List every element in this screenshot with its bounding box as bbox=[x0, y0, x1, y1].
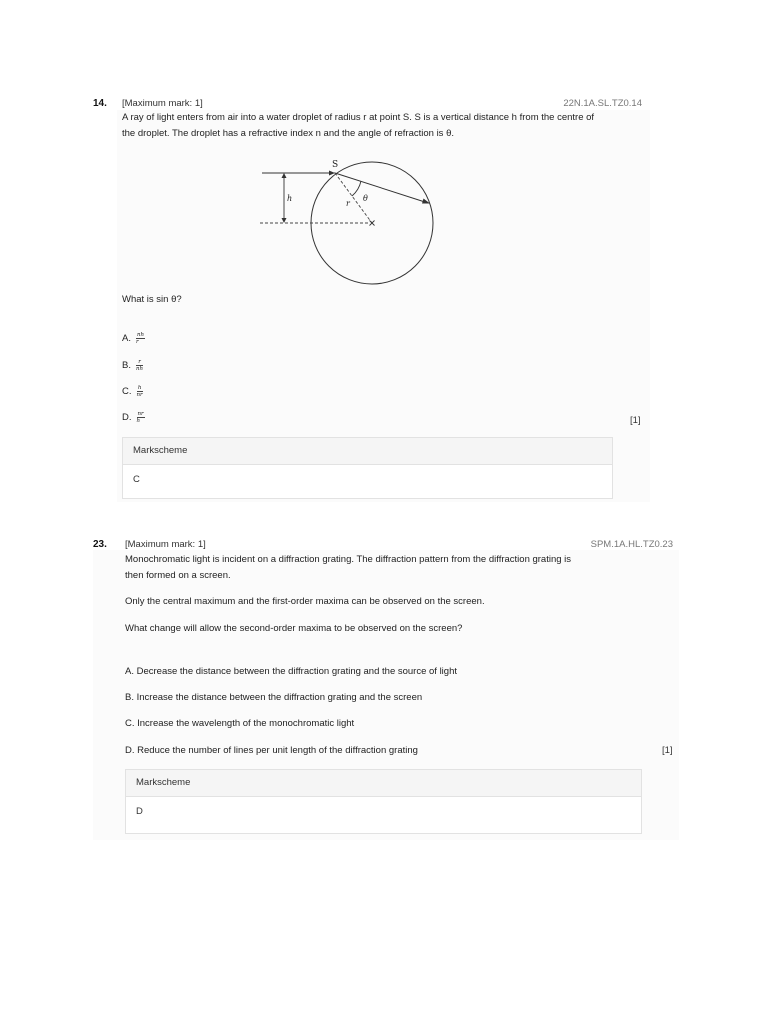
question-text-3: Only the central maximum and the first-order maxima can be observed on the screen. bbox=[125, 596, 485, 607]
question-text-line-1: Monochromatic light is incident on a diffraction grating. The diffraction pattern from the diffraction grating is bbox=[125, 554, 572, 565]
option-fraction: $\frac{nr}{h}$ bbox=[136, 411, 144, 424]
question-text-line-2: the droplet. The droplet has a refractive index n and the angle of refraction is θ. bbox=[122, 128, 454, 139]
option-a[interactable] bbox=[122, 332, 145, 345]
markscheme-box[interactable] bbox=[125, 769, 642, 834]
option-b[interactable]: B. Increase the distance between the diffraction grating and the screen bbox=[125, 692, 423, 703]
label-theta: θ bbox=[363, 194, 368, 203]
label-s: S bbox=[332, 160, 339, 170]
option-c[interactable] bbox=[122, 385, 143, 398]
max-mark: [Maximum mark: 1] bbox=[125, 539, 206, 550]
option-letter: B. bbox=[122, 360, 131, 372]
markscheme-box[interactable] bbox=[122, 437, 613, 499]
question-text-line-2: then formed on a screen. bbox=[125, 570, 231, 581]
label-h: h bbox=[287, 194, 293, 203]
h-arrow-up-icon bbox=[282, 173, 287, 178]
option-fraction: $\frac{nh}{r}$ bbox=[135, 332, 145, 345]
question-marks: [1] bbox=[662, 745, 673, 756]
droplet-diagram bbox=[255, 155, 455, 290]
option-d[interactable] bbox=[122, 411, 145, 424]
option-d[interactable]: D. Reduce the number of lines per unit length of the diffraction grating bbox=[125, 745, 418, 756]
option-letter: A. bbox=[122, 333, 131, 345]
max-mark: [Maximum mark: 1] bbox=[122, 98, 203, 109]
theta-arc bbox=[352, 181, 361, 196]
question-code: SPM.1A.HL.TZ0.23 bbox=[590, 539, 673, 550]
option-fraction: $\frac{r}{nh}$ bbox=[135, 359, 144, 372]
question-number: 14. bbox=[93, 98, 107, 109]
question-number: 23. bbox=[93, 539, 107, 550]
markscheme-header[interactable]: Markscheme bbox=[123, 438, 612, 465]
option-b[interactable] bbox=[122, 359, 143, 372]
option-c[interactable]: C. Increase the wavelength of the monochromatic light bbox=[125, 718, 355, 729]
option-fraction: $\frac{h}{nr}$ bbox=[136, 385, 143, 398]
question-prompt: What change will allow the second-order maxima to be observed on the screen? bbox=[125, 623, 463, 634]
question-code: 22N.1A.SL.TZ0.14 bbox=[563, 98, 642, 109]
option-a[interactable]: A. Decrease the distance between the diffraction grating and the source of light bbox=[125, 666, 458, 677]
label-r: r bbox=[346, 199, 350, 208]
option-letter: D. bbox=[122, 412, 132, 424]
option-letter: C. bbox=[122, 386, 132, 398]
markscheme-header[interactable]: Markscheme bbox=[126, 770, 641, 797]
question-marks: [1] bbox=[630, 415, 641, 426]
h-arrow-down-icon bbox=[282, 218, 287, 223]
markscheme-answer: D bbox=[136, 806, 143, 817]
question-prompt: What is sin θ? bbox=[122, 294, 182, 305]
markscheme-answer: C bbox=[133, 474, 140, 485]
question-text-line-1: A ray of light enters from air into a water droplet of radius r at point S. S is a vertical distance h from the centre of bbox=[122, 112, 595, 123]
